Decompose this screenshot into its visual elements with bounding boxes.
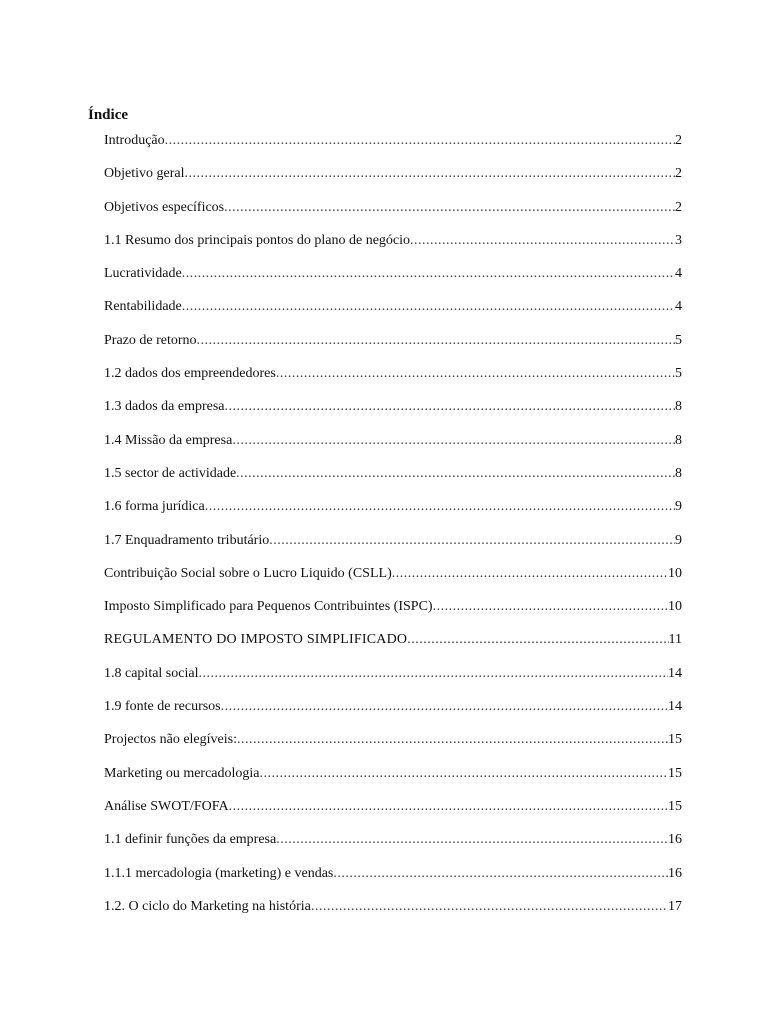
dot-leader (237, 729, 668, 751)
toc-entry-page: 11 (668, 632, 682, 648)
dot-leader (433, 596, 668, 618)
toc-entry-prazo-de-retorno[interactable] (104, 330, 682, 363)
toc-entry-page: 5 (675, 332, 682, 348)
dot-leader (205, 496, 675, 518)
toc-entry-label: 1.5 sector de actividade (104, 465, 237, 481)
toc-entry-ispc[interactable] (104, 596, 682, 629)
toc-entry-label: Projectos não elegíveis: (104, 732, 237, 748)
table-of-contents (104, 130, 682, 929)
toc-entry-label: 1.1 definir funções da empresa (104, 832, 277, 848)
toc-entry-fonte-recursos[interactable] (104, 696, 682, 729)
toc-entry-introducao[interactable] (104, 130, 682, 163)
toc-entry-label: Contribuição Social sobre o Lucro Liquido (CSLL) (104, 565, 392, 581)
dot-leader (221, 696, 668, 718)
toc-title: Índice (88, 107, 129, 123)
toc-entry-page: 15 (668, 732, 682, 748)
toc-entry-page: 2 (675, 199, 682, 215)
toc-entry-csll[interactable] (104, 563, 682, 596)
toc-entry-page: 2 (675, 133, 682, 148)
toc-entry-objetivos-especificos[interactable] (104, 197, 682, 230)
toc-entry-capital-social[interactable] (104, 663, 682, 696)
toc-entry-label: 1.9 fonte de recursos (104, 699, 221, 715)
toc-entry-mercadologia-vendas[interactable] (104, 863, 682, 896)
dot-leader (182, 263, 675, 285)
dot-leader (333, 863, 668, 885)
toc-entry-label: Objetivos específicos (104, 199, 225, 215)
toc-entry-page: 5 (675, 366, 682, 382)
toc-entry-page: 15 (668, 798, 682, 814)
toc-entry-dados-empresa[interactable] (104, 396, 682, 429)
toc-entry-page: 17 (668, 898, 682, 914)
toc-entry-missao[interactable] (104, 430, 682, 463)
dot-leader (224, 197, 675, 219)
toc-entry-ciclo-marketing[interactable] (104, 896, 682, 929)
toc-entry-page: 10 (668, 565, 682, 581)
toc-entry-sector-actividade[interactable] (104, 463, 682, 496)
dot-leader (225, 396, 675, 418)
toc-entry-objetivo-geral[interactable] (104, 163, 682, 196)
toc-entry-regulamento[interactable] (104, 629, 682, 662)
dot-leader (236, 463, 675, 485)
toc-entry-label: 1.3 dados da empresa (104, 399, 225, 415)
dot-leader (392, 563, 668, 585)
toc-entry-label: Lucratividade (104, 266, 182, 282)
dot-leader (407, 629, 668, 651)
toc-entry-page: 16 (668, 865, 682, 881)
toc-entry-page: 14 (668, 699, 682, 715)
toc-entry-page: 9 (675, 499, 682, 515)
toc-entry-page: 8 (675, 465, 682, 481)
toc-entry-page: 8 (675, 399, 682, 415)
toc-entry-page: 10 (668, 599, 682, 615)
toc-entry-marketing[interactable] (104, 763, 682, 796)
toc-entry-page: 4 (675, 299, 682, 315)
toc-entry-label: 1.1.1 mercadologia (marketing) e vendas (104, 865, 334, 881)
dot-leader (276, 829, 668, 851)
dot-leader (182, 296, 675, 318)
toc-entry-projectos-nao-elegiveis[interactable] (104, 729, 682, 762)
toc-entry-label: Introdução (104, 133, 165, 148)
toc-entry-label: Rentabilidade (104, 299, 182, 315)
toc-entry-swot[interactable] (104, 796, 682, 829)
toc-entry-label: 1.1 Resumo dos principais pontos do plano de negócio (104, 232, 411, 248)
toc-entry-label: 1.6 forma jurídica (104, 499, 205, 515)
toc-entry-label: 1.7 Enquadramento tributário (104, 532, 270, 548)
toc-entry-rentabilidade[interactable] (104, 296, 682, 329)
toc-entry-page: 15 (668, 765, 682, 781)
toc-entry-label: 1.2. O ciclo do Marketing na história (104, 898, 311, 914)
dot-leader (269, 530, 675, 552)
toc-entry-funcoes-empresa[interactable] (104, 829, 682, 862)
toc-entry-label: Objetivo geral (104, 166, 185, 182)
toc-entry-label: 1.2 dados dos empreendedores (104, 366, 276, 382)
toc-entry-page: 2 (675, 166, 682, 182)
dot-leader (311, 896, 668, 918)
toc-entry-page: 3 (675, 232, 682, 248)
dot-leader (232, 430, 675, 452)
toc-entry-label: Marketing ou mercadologia (104, 765, 260, 781)
toc-entry-page: 8 (675, 432, 682, 448)
dot-leader (198, 663, 668, 685)
toc-entry-page: 4 (675, 266, 682, 282)
dot-leader (229, 796, 668, 818)
toc-entry-label: Prazo de retorno (104, 332, 197, 348)
toc-entry-page: 9 (675, 532, 682, 548)
toc-entry-label: Imposto Simplificado para Pequenos Contribuintes (ISPC) (104, 599, 433, 615)
toc-entry-resumo[interactable] (104, 230, 682, 263)
toc-entry-label: REGULAMENTO DO IMPOSTO SIMPLIFICADO (104, 632, 408, 648)
toc-entry-page: 14 (668, 665, 682, 681)
toc-entry-label: 1.8 capital social (104, 665, 199, 681)
toc-entry-page: 16 (668, 832, 682, 848)
toc-entry-dados-empreendedores[interactable] (104, 363, 682, 396)
toc-entry-enquadramento[interactable] (104, 530, 682, 563)
dot-leader (184, 163, 675, 185)
toc-entry-forma-juridica[interactable] (104, 496, 682, 529)
dot-leader (410, 230, 675, 252)
toc-entry-label: 1.4 Missão da empresa (104, 432, 233, 448)
toc-entry-label: Análise SWOT/FOFA (104, 798, 229, 814)
toc-entry-lucratividade[interactable] (104, 263, 682, 296)
dot-leader (197, 330, 675, 352)
dot-leader (260, 763, 668, 785)
dot-leader (165, 130, 675, 152)
dot-leader (276, 363, 675, 385)
